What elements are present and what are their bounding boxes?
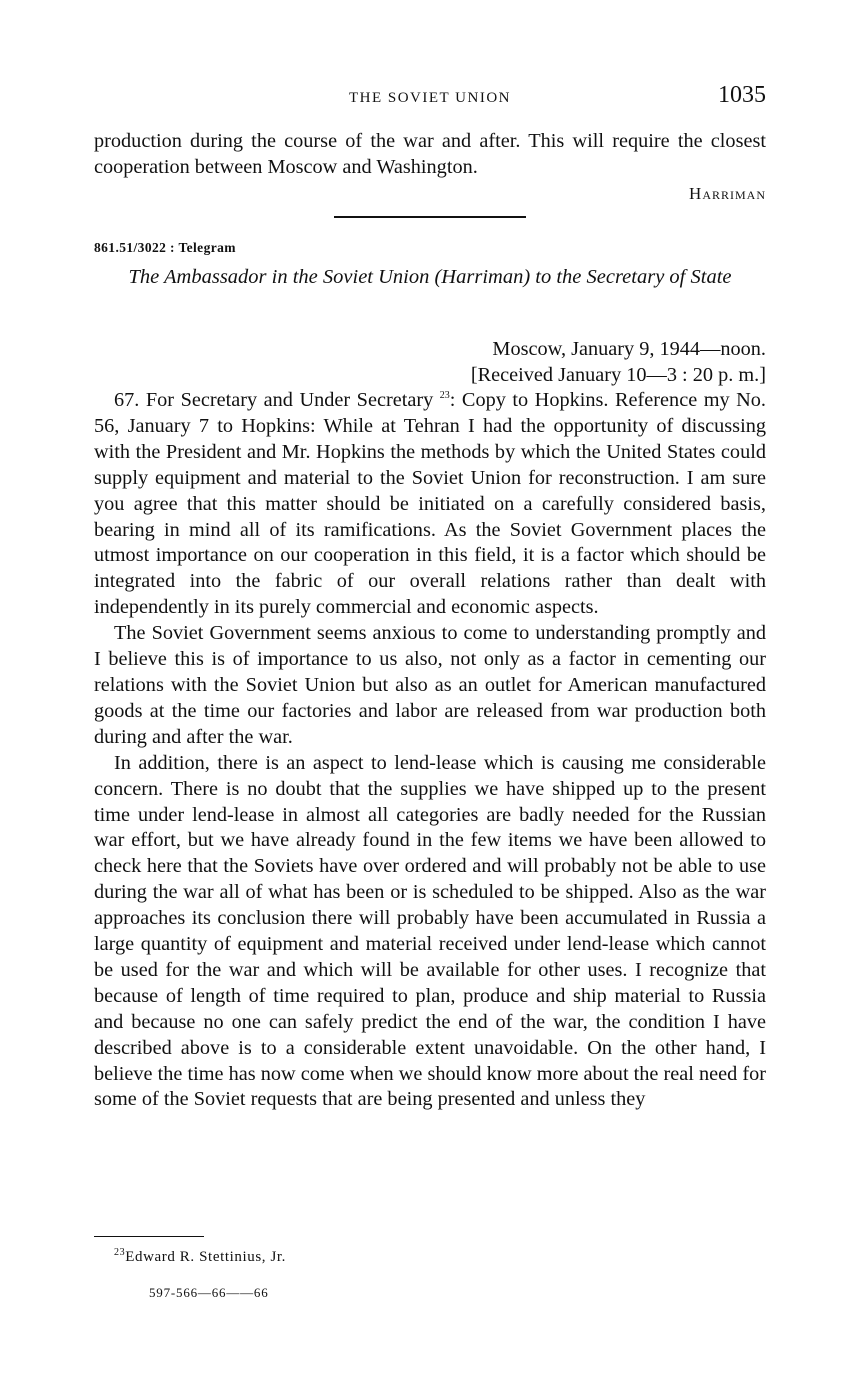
paragraph-1-start: 67. For Secretary and Under Secretary — [114, 389, 434, 411]
dateline-received: [Received January 10—3 : 20 p. m.] — [470, 364, 766, 386]
file-number: 861.51/3022 : Telegram — [94, 240, 236, 255]
footnote-text: Edward R. Stettinius, Jr. — [125, 1249, 287, 1265]
page-number: 1035 — [718, 82, 766, 108]
page-header — [94, 82, 766, 116]
footnote-reference: 23 — [439, 390, 450, 402]
paragraph-2: The Soviet Government seems anxious to come to understanding promptly and I believe this is of importance to us also, not only as a factor in cementing our relations with the Soviet Union but also as an outlet for American manufactured goods at the time our factories and labor are released from war production both during and after the war. — [94, 622, 766, 748]
dateline-sent: Moscow, January 9, 1944—noon. — [492, 338, 766, 360]
running-title: THE SOVIET UNION — [348, 90, 512, 106]
document-title: The Ambassador in the Soviet Union (Harriman) to the Secretary of State — [128, 266, 732, 288]
section-divider — [334, 216, 526, 218]
dateline — [471, 336, 766, 388]
footnote-marker: 23 — [114, 1247, 126, 1258]
document-page — [94, 0, 766, 1380]
footnote-divider — [94, 1236, 204, 1237]
telegram-body — [94, 388, 766, 1113]
paragraph-1 — [94, 388, 766, 621]
paragraph-1-rest: : Copy to Hopkins. Reference my No. 56, January 7 to Hopkins: While at Tehran I had the opportunity of discussing with the President and Mr. Hopkins the methods by which the United States could supply equipment and material to the Soviet Union for reconstruction. I am sure you agree that this matter should be initiated on a carefully considered basis, bearing in mind all of its ramifications. As the Soviet Government places the utmost importance on our cooperation in this field, it is a factor which should be integrated into the fabric of our overall relations rather than dealt with independently in its purely commercial and economic aspects. — [94, 389, 767, 619]
signature: Harriman — [689, 184, 766, 203]
print-code: 597-566—66——66 — [149, 1285, 269, 1300]
paragraph-3: In addition, there is an aspect to lend-lease which is causing me considerable concern. There is no doubt that the supplies we have shipped up to the present time under lend-lease in almost all categories are badly needed for the Russian war effort, but we have already found in the few items we have been allowed to check here that the Soviets have over ordered and will probably not be able to use during the war all of what has been or is scheduled to be shipped. Also as the war approaches its conclusion there will probably have been accumulated in Russia a large quantity of equipment and material received under lend-lease which cannot be used for the war and which will be available for other uses. I recognize that because of length of time required to plan, produce and ship material to Russia and because no one can safely predict the end of the war, the condition I have described above is to a considerable extent unavoidable. On the other hand, I believe the time has now come when we should know more about the real need for some of the Soviet requests that are being presented and unless they — [94, 751, 766, 1111]
continued-paragraph: production during the course of the war and after. This will require the closest cooperation between Moscow and Washington. — [94, 130, 766, 178]
footnote — [114, 1249, 286, 1266]
